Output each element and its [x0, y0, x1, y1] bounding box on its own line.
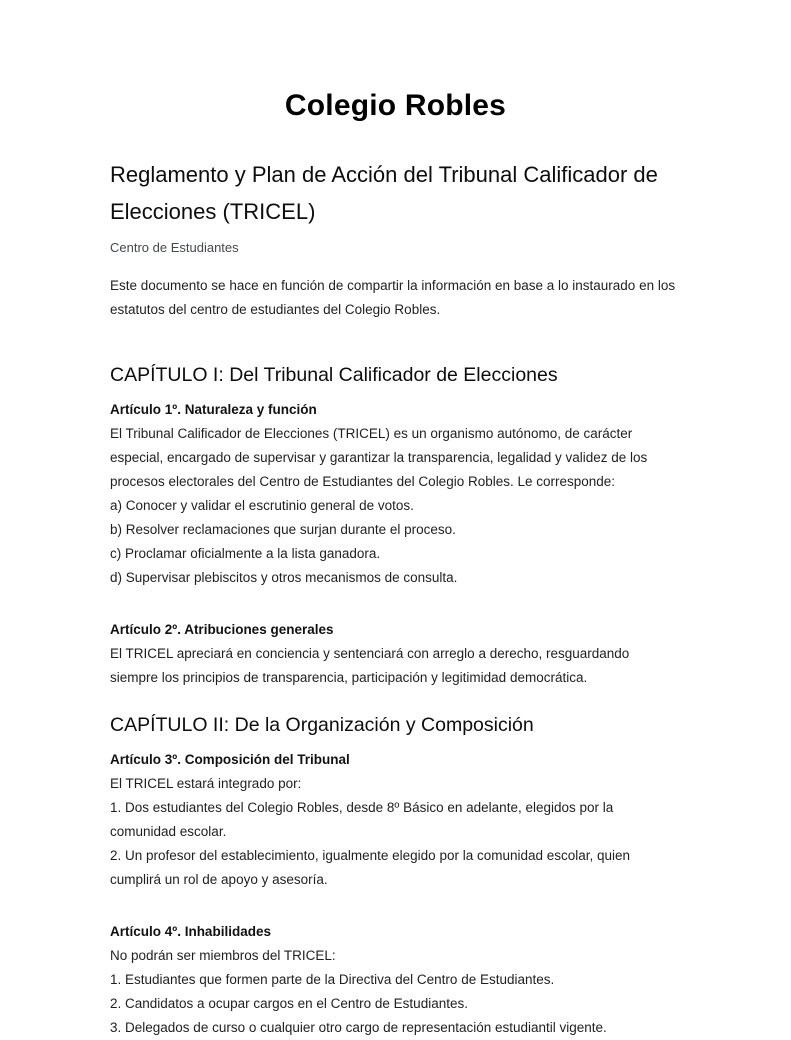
article-2 [110, 618, 681, 690]
article-1-paragraph: El Tribunal Calificador de Elecciones (TRICEL) es un organismo autónomo, de carácter especial, encargado de supervisar y garantizar la transparencia, legalidad y validez de los procesos electorales del Centro de Estudiantes del Colegio Robles. Le corresponde: [110, 426, 648, 489]
article-3-item-1: 1. Dos estudiantes del Colegio Robles, desde 8º Básico en adelante, elegidos por la comunidad escolar. [110, 800, 614, 839]
document-subtitle: Centro de Estudiantes [110, 240, 239, 255]
article-2-paragraph: El TRICEL apreciará en conciencia y sentenciará con arreglo a derecho, resguardando siempre los principios de transparencia, participación y legitimidad democrática. [110, 646, 630, 685]
article-1-title: Artículo 1º. Naturaleza y función [110, 402, 317, 417]
intro-paragraph: Este documento se hace en función de compartir la información en base a lo instaurado en los estatutos del centro de estudiantes del Colegio Robles. [110, 278, 676, 317]
article-4-paragraph: No podrán ser miembros del TRICEL: [110, 948, 336, 963]
article-1-item-c: c) Proclamar oficialmente a la lista ganadora. [110, 546, 381, 561]
article-4 [110, 920, 681, 1040]
article-4-item-3: 3. Delegados de curso o cualquier otro cargo de representación estudiantil vigente. [110, 1020, 607, 1035]
article-1-item-a: a) Conocer y validar el escrutinio general de votos. [110, 498, 414, 513]
article-1 [110, 398, 681, 590]
article-2-title: Artículo 2º. Atribuciones generales [110, 622, 334, 637]
article-3 [110, 748, 681, 892]
document-heading: Reglamento y Plan de Acción del Tribunal Calificador de Elecciones (TRICEL) [110, 162, 658, 224]
article-4-title: Artículo 4º. Inhabilidades [110, 924, 271, 939]
article-3-paragraph: El TRICEL estará integrado por: [110, 776, 302, 791]
article-1-item-d: d) Supervisar plebiscitos y otros mecanismos de consulta. [110, 570, 458, 585]
document-title: Colegio Robles [284, 89, 507, 122]
article-3-item-2: 2. Un profesor del establecimiento, igualmente elegido por la comunidad escolar, quien cumplirá un rol de apoyo y asesoría. [110, 848, 631, 887]
article-4-item-2: 2. Candidatos a ocupar cargos en el Centro de Estudiantes. [110, 996, 468, 1011]
chapter-1-heading: CAPÍTULO I: Del Tribunal Calificador de Elecciones [110, 364, 558, 386]
article-4-item-1: 1. Estudiantes que formen parte de la Directiva del Centro de Estudiantes. [110, 972, 555, 987]
article-3-title: Artículo 3º. Composición del Tribunal [110, 752, 350, 767]
article-1-item-b: b) Resolver reclamaciones que surjan durante el proceso. [110, 522, 456, 537]
chapter-2-heading: CAPÍTULO II: De la Organización y Composición [110, 714, 534, 736]
